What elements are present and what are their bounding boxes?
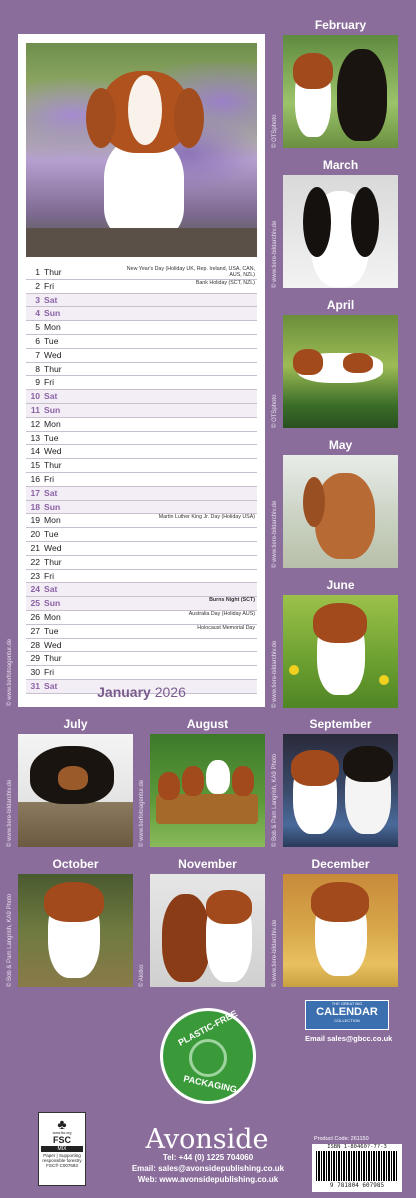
day-list: [26, 266, 257, 694]
day-name: Wed: [44, 639, 62, 650]
day-row: [26, 652, 257, 666]
january-calendar-card: [18, 34, 265, 707]
day-row: [26, 363, 257, 377]
day-number: 19: [30, 515, 40, 526]
month-title-february: February: [314, 18, 367, 32]
october-photo: [18, 874, 133, 987]
day-name: Thur: [44, 556, 62, 567]
day-name: Sun: [44, 404, 61, 415]
fsc-url: www.fsc.org: [52, 1131, 72, 1135]
day-name: Sat: [44, 487, 58, 498]
photo-credit-may: © www.tiere-bildarchiv.de: [272, 500, 278, 568]
day-row: [26, 404, 257, 418]
photo-credit-september: © Bob & Pam Langrish, KA9 Photo: [272, 753, 278, 847]
day-number: 4: [35, 308, 40, 319]
photo-credit-july: © www.tiere-bildarchiv.de: [7, 779, 13, 847]
day-name: Mon: [44, 611, 61, 622]
publisher-name: Avonside: [145, 1124, 269, 1155]
day-name: Wed: [44, 349, 62, 360]
month-title-march: March: [322, 158, 359, 172]
day-number: 23: [30, 570, 40, 581]
day-row: [26, 583, 257, 597]
day-number: 1: [35, 267, 40, 277]
december-photo: [283, 874, 398, 987]
day-number: 14: [30, 446, 40, 457]
april-photo: [283, 315, 398, 428]
day-row: [26, 639, 257, 653]
plastic-free-line2: PACKAGING: [182, 1073, 238, 1095]
day-row: [26, 321, 257, 335]
barcode-digits: 9 781804 607985: [329, 1182, 385, 1189]
day-row: [26, 445, 257, 459]
holiday-note: Burns Night (SCT): [209, 597, 255, 604]
photo-credit-january: © www.tierfotoagentur.de: [7, 638, 13, 706]
day-row: [26, 542, 257, 556]
day-number: 12: [30, 418, 40, 429]
july-photo: [18, 734, 133, 847]
day-row: [26, 390, 257, 404]
january-photo: [26, 43, 257, 257]
month-title-august: August: [186, 717, 229, 731]
day-name: Thur: [44, 363, 62, 374]
day-name: Fri: [44, 280, 55, 291]
fsc-logo: [38, 1112, 86, 1186]
publisher-email: Email: sales@avonsidepublishing.co.uk: [131, 1164, 285, 1173]
day-name: Fri: [44, 667, 55, 678]
month-title-september: September: [309, 717, 372, 731]
fsc-code: FSC® C007683: [46, 1163, 78, 1168]
day-row: [26, 432, 257, 446]
day-number: 25: [30, 598, 40, 609]
november-photo: [150, 874, 265, 987]
barcode-bars: [316, 1151, 398, 1181]
publisher-web: Web: www.avonsidepublishing.co.uk: [137, 1175, 279, 1184]
march-photo: [283, 175, 398, 288]
gbcc-line3: COLLECTION: [334, 1018, 360, 1023]
day-name: Mon: [44, 322, 61, 333]
day-row: [26, 666, 257, 680]
photo-credit-march: © www.tiere-bildarchiv.de: [272, 220, 278, 288]
holiday-note: Holocaust Memorial Day: [197, 624, 255, 631]
february-photo: [283, 35, 398, 148]
day-name: Tue: [44, 432, 59, 443]
gbcc-logo: [305, 1000, 389, 1030]
day-name: Fri: [44, 473, 55, 484]
day-name: Fri: [44, 377, 55, 388]
month-title-november: November: [178, 857, 237, 871]
day-name: Sat: [44, 391, 58, 402]
may-photo: [283, 455, 398, 568]
day-name: Sun: [44, 598, 61, 609]
day-name: Sat: [44, 294, 58, 305]
day-row: [26, 459, 257, 473]
photo-credit-october: © Bob & Pam Langrish, KA9 Photo: [7, 893, 13, 987]
day-name: Sat: [44, 584, 58, 595]
month-label: [26, 679, 257, 704]
day-row: [26, 528, 257, 542]
month-title-april: April: [326, 298, 355, 312]
august-photo: [150, 734, 265, 847]
holiday-note: Martin Luther King Jr. Day (Holiday USA): [158, 514, 255, 521]
day-name: Sun: [44, 308, 61, 319]
day-number: 7: [35, 349, 40, 360]
day-number: 20: [30, 529, 40, 540]
day-name: Mon: [44, 418, 61, 429]
day-number: 28: [30, 639, 40, 650]
isbn: ISBN 1-80460?-7?-3: [327, 1144, 387, 1150]
day-number: 17: [30, 487, 40, 498]
day-number: 9: [35, 377, 40, 388]
holiday-note: Bank Holiday (SCT, NZL): [195, 279, 255, 286]
month-title-july: July: [63, 717, 88, 731]
june-photo: [283, 595, 398, 708]
day-name: Sat: [44, 680, 58, 691]
day-name: Mon: [44, 515, 61, 526]
fsc-mix: MIX: [41, 1146, 83, 1152]
day-number: 27: [30, 625, 40, 636]
holiday-note: New Year's Day (Holiday UK, Rep. Ireland, USA, CAN, AUS, NZL): [126, 266, 255, 278]
day-row: [26, 294, 257, 308]
day-number: 5: [35, 322, 40, 333]
day-row: [26, 501, 257, 515]
year: 2026: [154, 684, 186, 700]
photo-credit-april: © OTSphoto: [272, 394, 278, 428]
day-row: [26, 625, 257, 639]
barcode: [312, 1144, 402, 1192]
photo-credit-december: © www.tiere-bildarchiv.de: [272, 919, 278, 987]
day-number: 29: [30, 653, 40, 664]
gbcc-email: Email sales@gbcc.co.uk: [305, 1034, 393, 1043]
day-row: [26, 418, 257, 432]
day-row: [26, 349, 257, 363]
day-row: [26, 280, 257, 294]
day-row: [26, 335, 257, 349]
day-number: 8: [35, 363, 40, 374]
day-row: [26, 487, 257, 501]
fsc-label: FSC: [53, 1135, 71, 1145]
day-name: Fri: [44, 570, 55, 581]
holiday-note: Australia Day (Holiday AUS): [188, 610, 255, 617]
day-number: 31: [30, 680, 40, 691]
day-name: Thur: [44, 267, 62, 277]
day-name: Thur: [44, 460, 62, 471]
product-code: Product Code: 261150: [314, 1136, 369, 1142]
day-number: 3: [35, 294, 40, 305]
publisher-contact: [108, 1152, 308, 1185]
day-row: [26, 376, 257, 390]
month-title-december: December: [311, 857, 370, 871]
day-row: [26, 611, 257, 625]
fsc-desc: Paper | Supporting responsible forestry: [42, 1153, 82, 1163]
day-name: Sun: [44, 501, 61, 512]
month-title-may: May: [328, 438, 353, 452]
day-number: 21: [30, 542, 40, 553]
plastic-free-badge: [160, 1008, 256, 1104]
photo-credit-august: © www.tierfotoagentur.de: [139, 779, 145, 847]
photo-credit-june: © www.tiere-bildarchiv.de: [272, 640, 278, 708]
day-name: Thur: [44, 653, 62, 664]
september-photo: [283, 734, 398, 847]
day-number: 10: [30, 391, 40, 402]
day-row: [26, 570, 257, 584]
day-row: [26, 307, 257, 321]
day-number: 13: [30, 432, 40, 443]
day-number: 24: [30, 584, 40, 595]
day-number: 11: [30, 404, 40, 415]
publisher-tel: Tel: +44 (0) 1225 704060: [162, 1153, 254, 1162]
day-number: 26: [30, 611, 40, 622]
day-row: [26, 266, 257, 280]
day-name: Tue: [44, 529, 59, 540]
day-number: 22: [30, 556, 40, 567]
day-number: 15: [30, 460, 40, 471]
day-row: [26, 556, 257, 570]
day-number: 16: [30, 473, 40, 484]
day-name: Tue: [44, 625, 59, 636]
recycle-icon: [189, 1039, 227, 1077]
day-number: 18: [30, 501, 40, 512]
fsc-tree-icon: ♣: [57, 1116, 67, 1132]
day-row: [26, 473, 257, 487]
photo-credit-november: © Alotko: [139, 964, 145, 987]
month-title-june: June: [326, 578, 355, 592]
month-name: January: [97, 684, 151, 700]
plastic-free-line1: PLASTIC-FREE: [176, 1008, 240, 1048]
photo-credit-february: © OTSphoto: [272, 114, 278, 148]
day-name: Wed: [44, 542, 62, 553]
day-row: [26, 597, 257, 611]
day-name: Wed: [44, 446, 62, 457]
gbcc-line2: CALENDAR: [316, 1006, 378, 1018]
day-number: 6: [35, 335, 40, 346]
day-name: Tue: [44, 335, 59, 346]
day-row: [26, 514, 257, 528]
month-title-october: October: [52, 857, 99, 871]
gbcc-line1: THE GREAT BIG: [331, 1001, 363, 1006]
day-number: 2: [35, 280, 40, 291]
day-number: 30: [30, 667, 40, 678]
